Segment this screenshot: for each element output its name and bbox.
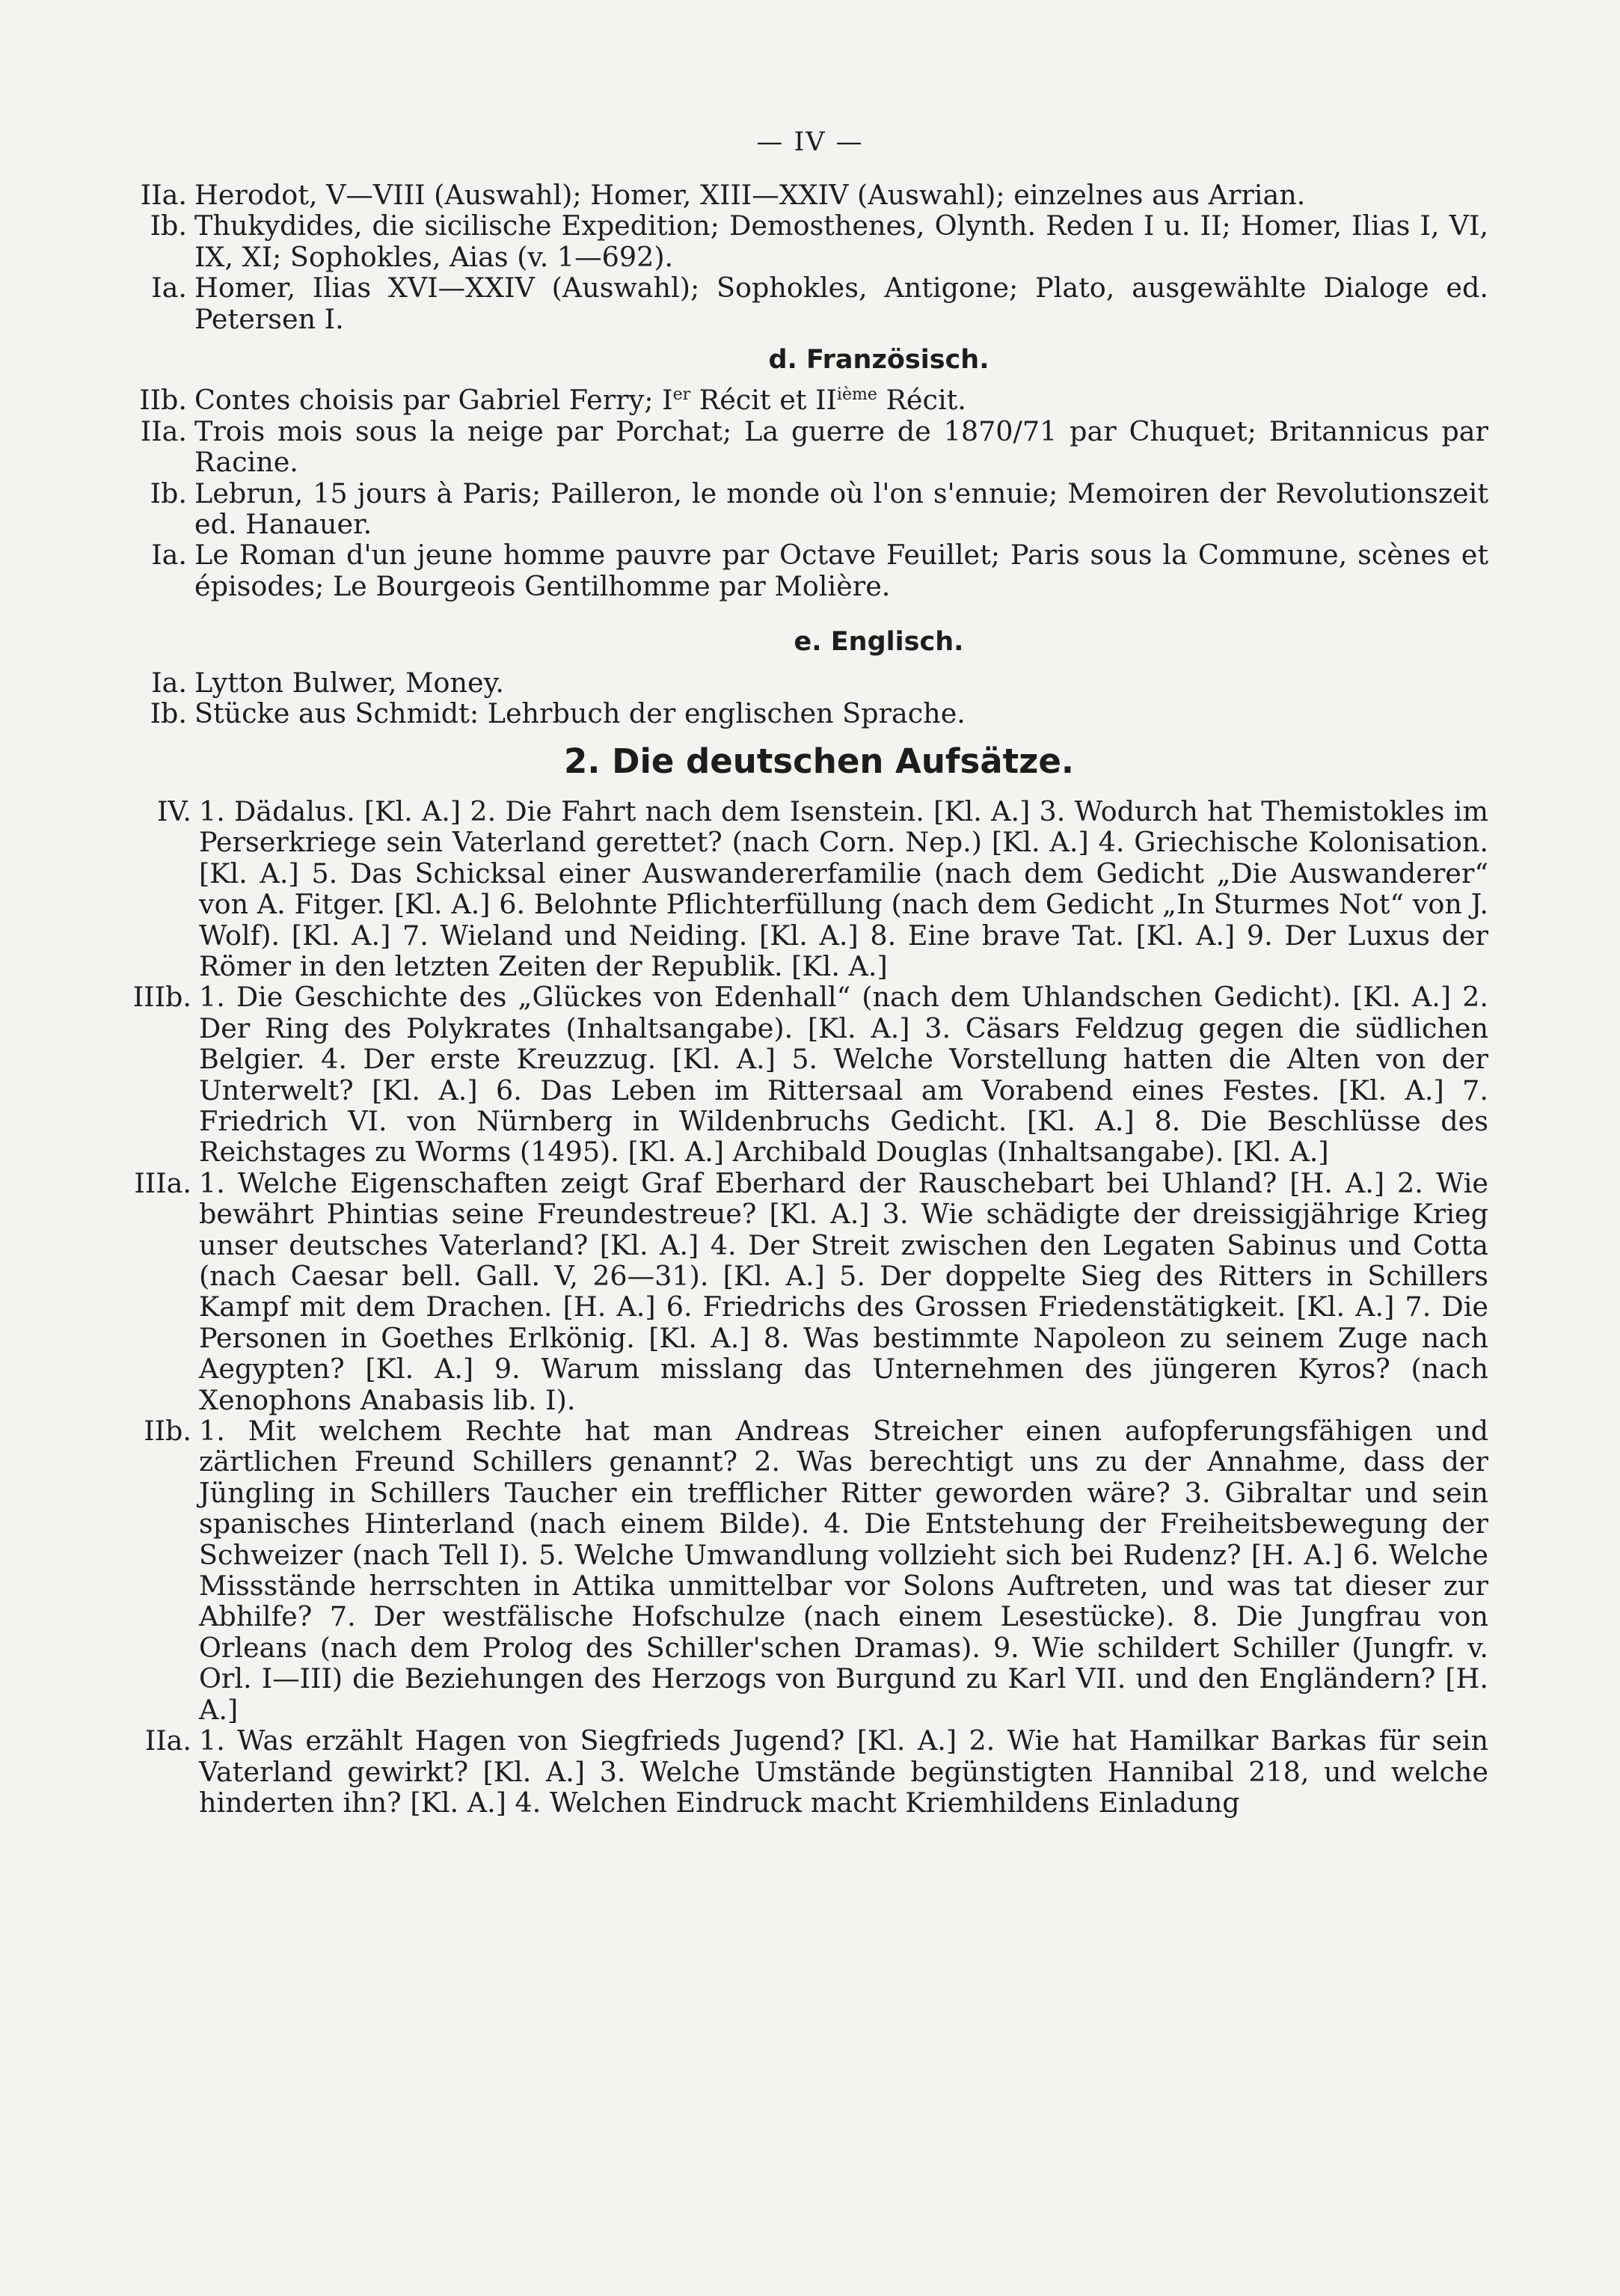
entry-text: Lebrun, 15 jours à Paris; Pailleron, le monde où l'on s'ennuie; Memoiren der Revolutionszeit ed. Hanauer.: [194, 477, 1488, 541]
entry-text: Herodot, V—VIII (Auswahl); Homer, XIII—XXIV (Auswahl); einzelnes aus Arrian.: [194, 179, 1306, 211]
class-label: IIb.: [144, 1415, 191, 1448]
entry-text: Lytton Bulwer, Money.: [194, 666, 504, 699]
essays-heading: 2. Die deutschen Aufsätze.: [564, 741, 1074, 781]
class-label: IIa.: [144, 1724, 191, 1757]
entry-text: 1. Was erzählt Hagen von Siegfrieds Jugend? [Kl. A.] 2. Wie hat Hamilkar Barkas für sein Vaterland gewirkt? [Kl. A.] 3. Welche Umstände begünstigten Hannibal 218, und welche hinderten ihn? [Kl. A.] 4. Welchen Eindruck macht Kriemhildens Einladung: [199, 1724, 1488, 1819]
french-entry: [120, 416, 1488, 478]
greek-entry: [120, 272, 1488, 334]
page-content: [120, 180, 1488, 1818]
entry-text: 1. Die Geschichte des „Glückes von Edenhall“ (nach dem Uhlandschen Gedicht). [Kl. A.] 2. Der Ring des Polykrates (Inhaltsangabe). [Kl. A.] 3. Cäsars Feldzug gegen die südlichen Belgier. 4. Der erste Kreuzzug. [Kl. A.] 5. Welche Vorstellung hatten die Alten von der Unterwelt? [Kl. A.] 6. Das Leben im Rittersaal am Vorabend eines Festes. [Kl. A.] 7. Friedrich VI. von Nürnberg in Wildenbruchs Gedicht. [Kl. A.] 8. Die Beschlüsse des Reichstages zu Worms (1495). [Kl. A.] Archibald Douglas (Inhaltsangabe). [Kl. A.]: [199, 981, 1488, 1169]
english-entry: [120, 667, 1488, 698]
french-entry: [120, 539, 1488, 601]
class-label: Ib.: [150, 209, 187, 242]
greek-entry: [120, 210, 1488, 272]
entry-text: Thukydides, die sicilische Expedition; Demosthenes, Olynth. Reden I u. II; Homer, Ilias I, VI, IX, XI; Sophokles, Aias (v. 1—692).: [194, 209, 1488, 273]
class-label: Ia.: [151, 272, 187, 304]
class-label: IIIa.: [134, 1166, 191, 1199]
entry-text: 1. Mit welchem Rechte hat man Andreas Streicher einen aufopferungsfähigen und zärtlichen Freund Schillers genannt? 2. Was berechtigt uns zu der Annahme, dass der Jüngling in Schillers Taucher ein trefflicher Ritter geworden wäre? 3. Gibraltar und sein spanisches Hinterland (nach einem Bilde). 4. Die Entstehung der Freiheitsbewegung der Schweizer (nach Tell I). 5. Welche Umwandlung vollzieht sich bei Rudenz? [H. A.] 6. Welche Missstände herrschten in Attika unmittelbar vor Solons Auftreten, und was tat dieser zur Abhilfe? 7. Der westfälische Hofschulze (nach einem Lesestücke). 8. Die Jungfrau von Orleans (nach dem Prolog des Schiller'schen Dramas). 9. Wie schildert Schiller (Jungfr. v. Orl. I—III) die Beziehungen des Herzogs von Burgund zu Karl VII. und den Engländern? [H. A.]: [199, 1415, 1488, 1726]
class-label: IV.: [157, 795, 191, 827]
class-label: IIa.: [140, 179, 187, 211]
essay-entry: [120, 982, 1488, 1167]
entry-text: 1. Dädalus. [Kl. A.] 2. Die Fahrt nach dem Isenstein. [Kl. A.] 3. Wodurch hat Themistokles im Perserkriege sein Vaterland gerettet? (nach Corn. Nep.) [Kl. A.] 4. Griechische Kolonisation. [Kl. A.] 5. Das Schicksal einer Auswandererfamilie (nach dem Gedicht „Die Auswanderer“ von A. Fitger. [Kl. A.] 6. Belohnte Pflichterfüllung (nach dem Gedicht „In Sturmes Not“ von J. Wolf). [Kl. A.] 7. Wieland und Neiding. [Kl. A.] 8. Eine brave Tat. [Kl. A.] 9. Der Luxus der Römer in den letzten Zeiten der Republik. [Kl. A.]: [199, 795, 1488, 982]
superscript: er: [672, 385, 691, 405]
entry-text: Homer, Ilias XVI—XXIV (Auswahl); Sophokles, Antigone; Plato, ausgewählte Dialoge ed. Petersen I.: [194, 272, 1488, 335]
essay-entry: [120, 796, 1488, 982]
class-label: IIb.: [139, 384, 187, 417]
entry-text: Le Roman d'un jeune homme pauvre par Octave Feuillet; Paris sous la Commune, scènes et épisodes; Le Bourgeois Gentilhomme par Molière.: [194, 539, 1488, 602]
french-entry: [120, 385, 1488, 415]
class-label: Ib.: [150, 697, 187, 730]
greek-entry: [120, 180, 1488, 210]
essay-entry: [120, 1168, 1488, 1415]
class-label: Ia.: [151, 666, 187, 699]
essay-entry: [120, 1415, 1488, 1725]
superscript: ième: [836, 385, 877, 405]
french-heading: d. Französisch.: [768, 345, 990, 376]
english-entry: [120, 698, 1488, 729]
class-label: Ib.: [150, 477, 187, 509]
entry-text: Stücke aus Schmidt: Lehrbuch der englischen Sprache.: [194, 697, 966, 730]
entry-text: Contes choisis par Gabriel Ferry; Ier Récit et IIième Récit.: [194, 384, 966, 417]
entry-text: Trois mois sous la neige par Porchat; La guerre de 1870/71 par Chuquet; Britannicus par Racine.: [194, 414, 1488, 479]
class-label: IIa.: [140, 414, 187, 447]
essay-entry: [120, 1725, 1488, 1818]
french-entry: [120, 478, 1488, 540]
page-number: — IV —: [756, 127, 864, 157]
class-label: Ia.: [151, 539, 187, 572]
entry-text: 1. Welche Eigenschaften zeigt Graf Eberhard der Rauschebart bei Uhland? [H. A.] 2. Wie bewährt Phintias seine Freundestreue? [Kl. A.] 3. Wie schädigte der dreissigjährige Krieg unser deutsches Vaterland? [Kl. A.] 4. Der Streit zwischen den Legaten Sabinus und Cotta (nach Caesar bell. Gall. V, 26—31). [Kl. A.] 5. Der doppelte Sieg des Ritters in Schillers Kampf mit dem Drachen. [H. A.] 6. Friedrichs des Grossen Friedenstätigkeit. [Kl. A.] 7. Die Personen in Goethes Erlkönig. [Kl. A.] 8. Was bestimmte Napoleon zu seinem Zuge nach Aegypten? [Kl. A.] 9. Warum misslang das Unternehmen des jüngeren Kyros? (nach Xenophons Anabasis lib. I).: [199, 1166, 1488, 1416]
class-label: IIIb.: [132, 981, 191, 1014]
english-heading: e. Englisch.: [794, 627, 964, 658]
